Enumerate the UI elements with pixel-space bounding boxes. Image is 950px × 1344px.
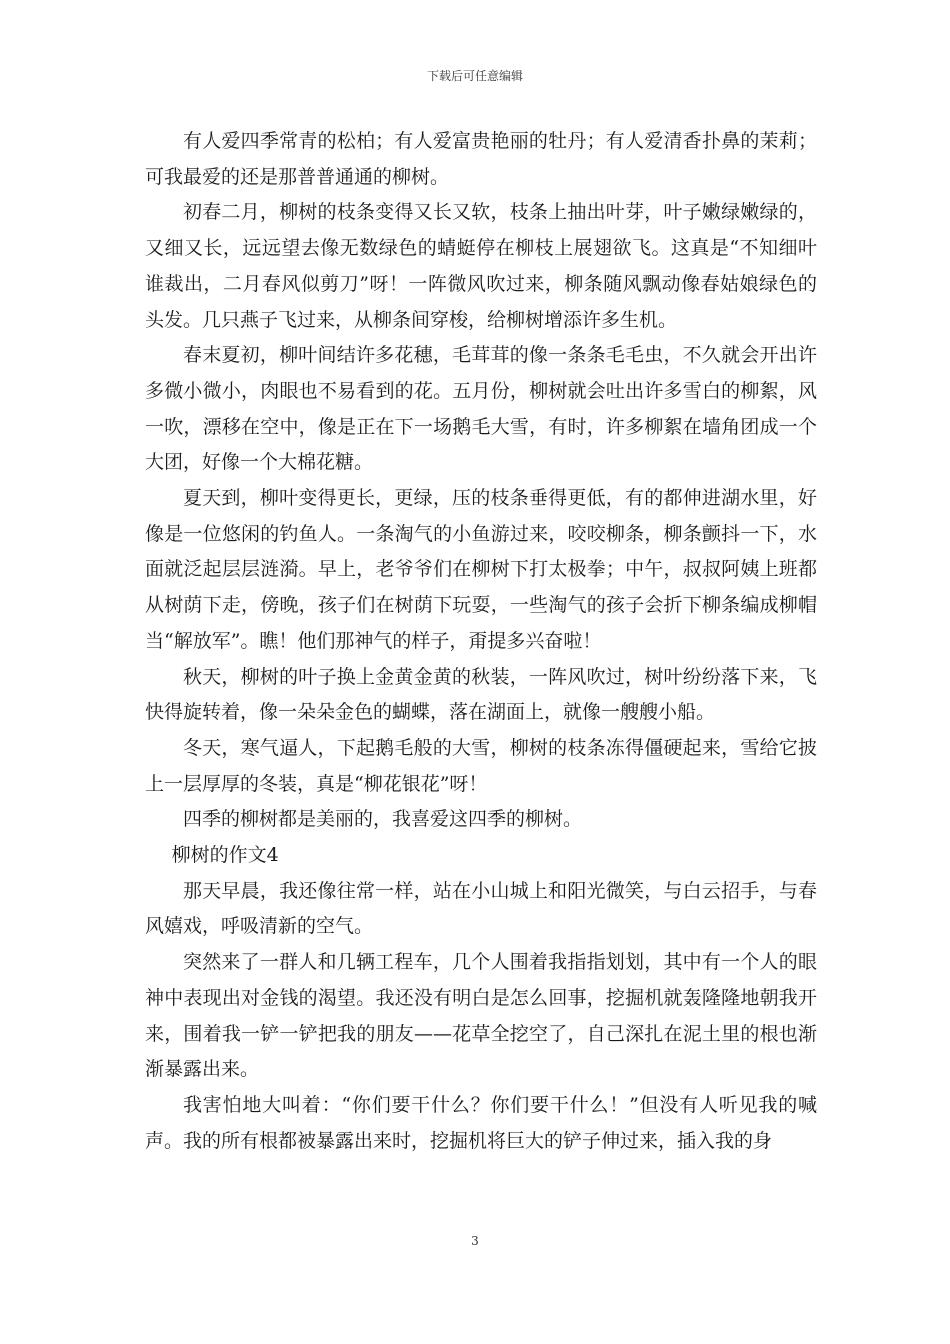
paragraph-summer: 夏天到，柳叶变得更长，更绿，压的枝条垂得更低，有的都伸进湖水里，好像是一位悠闲的钓鱼人。一条淘气的小鱼游过来，咬咬柳条，柳条颤抖一下，水面就泛起层层涟漪。早上，老爷爷们在柳树下打太极拳；中午，叔叔阿姨上班都从树荫下走，傍晚，孩子们在树荫下玩耍，一些淘气的孩子会折下柳条编成柳帽当“解放军”。瞧！他们那神气的样子，甭提多兴奋啦！ [145,487,817,652]
paragraph-spring: 初春二月，柳树的枝条变得又长又软，枝条上抽出叶芽，叶子嫩绿嫩绿的，又细又长，远远望去像无数绿色的蜻蜓停在柳枝上展翅欲飞。这真是“不知细叶谁裁出，二月春风似剪刀”呀！一阵微风吹过来，柳条随风飘动像春姑娘绿色的头发。几只燕子飞过来，从柳条间穿梭，给柳树增添许多生机。 [145,201,817,331]
paragraph-conclusion: 四季的柳树都是美丽的，我喜爱这四季的柳树。 [183,808,583,831]
paragraph-shout: 我害怕地大叫着：“你们要干什么？你们要干什么！”但没有人听见我的喊声。我的所有根都被暴露出来时，挖掘机将巨大的铲子伸过来，插入我的身 [145,1093,817,1152]
page-header: 下载后可任意编辑 [426,69,523,83]
section-title: 柳树的作文4 [171,844,279,867]
paragraph-intro: 有人爱四季常青的松柏；有人爱富贵艳丽的牡丹；有人爱清香扑鼻的茉莉；可我最爱的还是那普普通通的柳树。 [145,130,817,188]
paragraph-autumn: 秋天，柳树的叶子换上金黄金黄的秋装，一阵风吹过，树叶纷纷落下来，飞快得旋转着，像一朵朵金色的蝴蝶，落在湖面上，就像一艘艘小船。 [145,665,817,724]
paragraph-winter: 冬天，寒气逼人，下起鹅毛般的大雪，柳树的枝条冻得僵硬起来，雪给它披上一层厚厚的冬装，真是“柳花银花”呀！ [145,736,817,795]
document-body [145,124,817,1159]
paragraph-morning: 那天早晨，我还像往常一样，站在小山城上和阳光微笑，与白云招手，与春风嬉戏，呼吸清新的空气。 [145,879,817,938]
paragraph-late-spring: 春末夏初，柳叶间结许多花穗，毛茸茸的像一条条毛毛虫，不久就会开出许多微小微小，肉眼也不易看到的花。五月份，柳树就会吐出许多雪白的柳絮，风一吹，漂移在空中，像是正在下一场鹅毛大雪，有时，许多柳絮在墙角团成一个大团，好像一个大棉花糖。 [145,344,817,474]
paragraph-workers: 突然来了一群人和几辆工程车，几个人围着我指指划划，其中有一个人的眼神中表现出对金钱的渴望。我还没有明白是怎么回事，挖掘机就轰隆隆地朝我开来，围着我一铲一铲把我的朋友——花草全挖空了，自己深扎在泥土里的根也渐渐暴露出来。 [145,951,817,1081]
page-number: 3 [471,1234,479,1248]
